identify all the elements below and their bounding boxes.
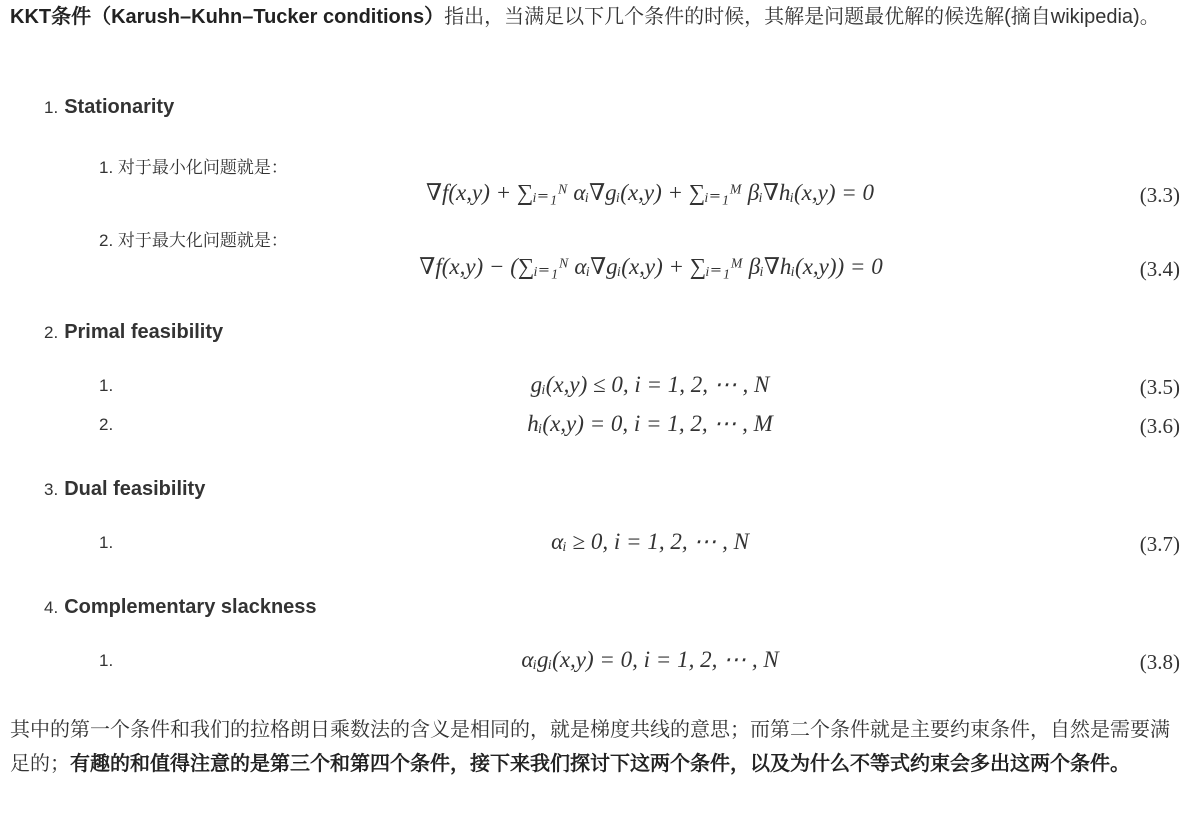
equation-3-8: αᵢgᵢ(x,y) = 0, i = 1, 2, ⋯ , N — [521, 647, 779, 672]
item-number: 1. — [99, 376, 114, 395]
equation-number: (3.4) — [1139, 257, 1180, 281]
equation-3-3: ∇f(x,y) + ∑ᵢ₌₁ᴺ αᵢ∇gᵢ(x,y) + ∑ᵢ₌₁ᴹ βᵢ∇hᵢ(x,y) = 0 — [425, 180, 875, 205]
item-label: 对于最大化问题就是： — [117, 231, 288, 250]
section-title: Primal feasibility — [64, 321, 224, 343]
section-title: Stationarity — [64, 96, 175, 118]
section-primal-feasibility — [44, 321, 223, 344]
equation-number: (3.5) — [1139, 375, 1180, 399]
item-number: 1. — [99, 533, 114, 552]
section-number: 3. — [44, 480, 59, 499]
item-number: 1. — [99, 651, 114, 670]
item-number: 2. — [99, 231, 114, 250]
section-title: Complementary slackness — [64, 596, 317, 618]
item-number: 1. — [99, 158, 114, 177]
section-stationarity — [44, 96, 174, 119]
list-item — [99, 153, 288, 178]
equation-number: (3.7) — [1139, 532, 1180, 556]
equation-number: (3.3) — [1139, 183, 1180, 207]
equation-3-7: αᵢ ≥ 0, i = 1, 2, ⋯ , N — [551, 529, 749, 554]
intro-paragraph — [10, 0, 1185, 34]
section-dual-feasibility — [44, 478, 205, 501]
equation-3-4: ∇f(x,y) − (∑ᵢ₌₁ᴺ αᵢ∇gᵢ(x,y) + ∑ᵢ₌₁ᴹ βᵢ∇hᵢ(x,y)) = 0 — [419, 254, 883, 279]
kkt-term: KKT条件（Karush–Kuhn–Tucker conditions） — [10, 6, 445, 28]
equation-3-5: gᵢ(x,y) ≤ 0, i = 1, 2, ⋯ , N — [530, 372, 770, 397]
section-number: 4. — [44, 598, 59, 617]
equation-number: (3.8) — [1139, 650, 1180, 674]
intro-text: 指出，当满足以下几个条件的时候，其解是问题最优解的候选解(摘自wikipedia)。 — [444, 6, 1160, 28]
conclusion-emphasis: 有趣的和值得注意的是第三个和第四个条件，接下来我们探讨下这两个条件，以及为什么不等式约束会多出这两个条件。 — [70, 753, 1130, 775]
section-complementary-slackness — [44, 596, 317, 619]
conclusion-paragraph — [10, 713, 1185, 781]
section-title: Dual feasibility — [64, 478, 206, 500]
item-number: 2. — [99, 415, 114, 434]
section-number: 1. — [44, 98, 59, 117]
conclusion-text: 其中的第一个条件和我们的拉格朗日乘数法的含义是相同的，就是梯度共线的意思；而第二个条件就是主要约束条件，自然是需要满足的； — [10, 719, 1170, 775]
equation-number: (3.6) — [1139, 414, 1180, 438]
item-label: 对于最小化问题就是： — [117, 158, 288, 177]
equation-3-6: hᵢ(x,y) = 0, i = 1, 2, ⋯ , M — [527, 411, 773, 436]
section-number: 2. — [44, 323, 59, 342]
list-item — [99, 226, 288, 251]
